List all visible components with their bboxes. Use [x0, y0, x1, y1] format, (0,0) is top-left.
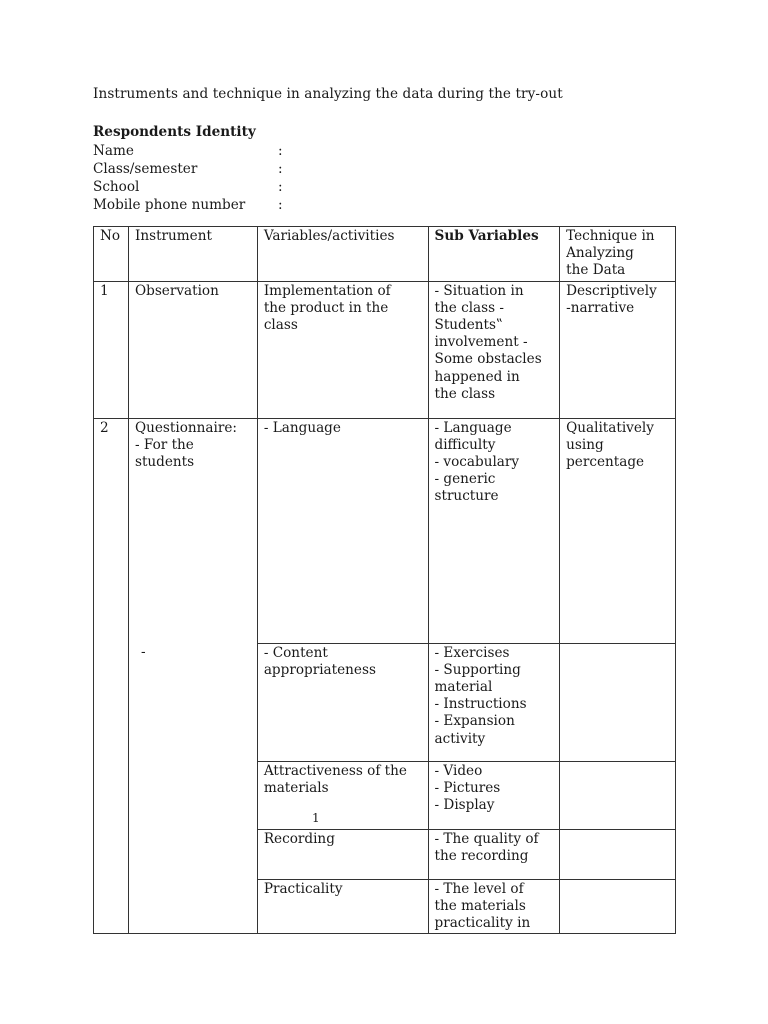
cell-no: 1: [94, 281, 129, 418]
identity-field-phone: [93, 197, 283, 213]
cell-sub-variables: - Exercises - Supporting material - Instructions - Expansion activity: [428, 643, 560, 761]
cell-sub-variables: - The quality of the recording: [428, 829, 560, 879]
identity-colon: :: [278, 197, 283, 213]
identity-label: School: [93, 179, 140, 195]
cell-sub-variables: - Situation in the class - Students‟ involvement - Some obstacles happened in the class: [428, 281, 560, 418]
cell-technique: [560, 643, 676, 761]
cell-variables: - Language: [257, 418, 428, 643]
cell-sub-variables: - The level of the materials practicality in: [428, 879, 560, 934]
identity-label: Class/semester: [93, 161, 198, 177]
header-variables: Variables/activities: [257, 227, 428, 282]
identity-field-class: [93, 161, 283, 177]
cell-technique: [560, 879, 676, 934]
table-row: [94, 281, 676, 418]
cell-variables: Attractiveness of the materials: [257, 761, 428, 829]
cell-variables: Practicality: [257, 879, 428, 934]
table-row: [94, 643, 676, 761]
header-instrument: Instrument: [128, 227, 257, 282]
header-technique: Technique in Analyzing the Data: [560, 227, 676, 282]
cell-no: 2: [94, 418, 129, 934]
document-heading: Instruments and technique in analyzing the data during the try-out: [93, 86, 563, 102]
cell-technique: [560, 761, 676, 829]
cell-sub-variables: - Language difficulty - vocabulary - generic structure: [428, 418, 560, 643]
identity-colon: :: [278, 161, 283, 177]
identity-field-name: [93, 143, 283, 159]
cell-instrument: -: [128, 643, 257, 934]
cell-sub-variables: - Video - Pictures - Display: [428, 761, 560, 829]
cell-variables: Recording: [257, 829, 428, 879]
identity-label: Name: [93, 143, 134, 159]
cell-technique: Qualitatively using percentage: [560, 418, 676, 643]
cell-instrument: Questionnaire: - For the students: [128, 418, 257, 643]
page-number: 1: [312, 811, 320, 825]
cell-variables: - Content appropriateness: [257, 643, 428, 761]
cell-instrument: Observation: [128, 281, 257, 418]
respondents-identity-title: Respondents Identity: [93, 124, 256, 140]
header-sub-variables: Sub Variables: [428, 227, 560, 282]
identity-field-school: [93, 179, 283, 195]
identity-colon: :: [278, 143, 283, 159]
cell-technique: [560, 829, 676, 879]
cell-variables: Implementation of the product in the class: [257, 281, 428, 418]
table-header-row: [94, 227, 676, 282]
header-no: No: [94, 227, 129, 282]
instrument-table: [93, 226, 676, 934]
identity-label: Mobile phone number: [93, 197, 246, 213]
table-row: [94, 418, 676, 643]
cell-technique: Descriptively -narrative: [560, 281, 676, 418]
identity-colon: :: [278, 179, 283, 195]
